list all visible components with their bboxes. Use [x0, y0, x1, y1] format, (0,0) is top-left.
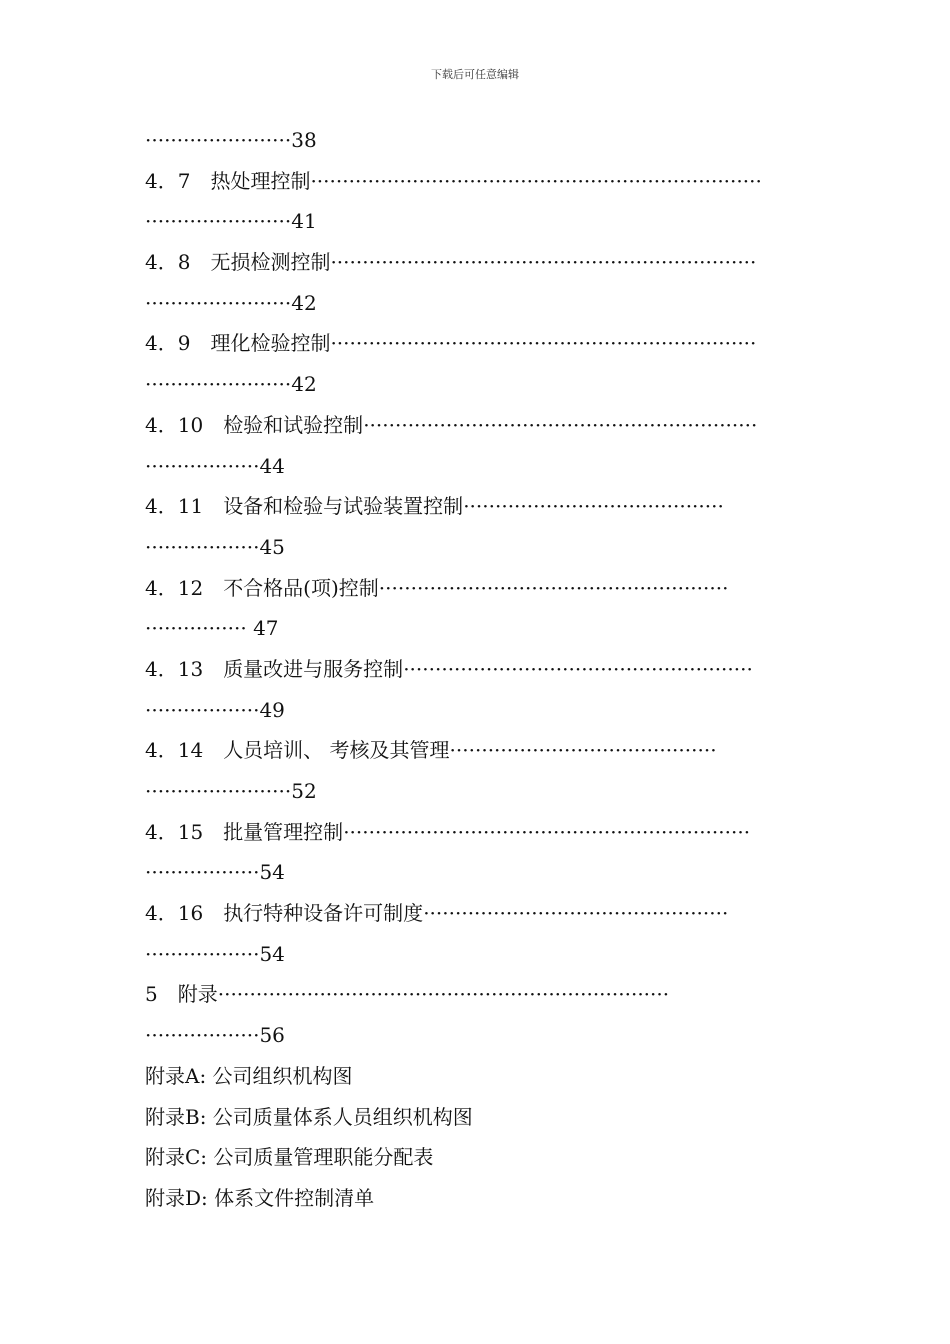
toc-entry[interactable]: [145, 974, 805, 1015]
toc-line: [145, 1015, 805, 1056]
page-number: 42: [291, 290, 317, 315]
leader-dots: ··················: [145, 1023, 260, 1048]
section-number: 4．8: [145, 250, 191, 275]
section-number: 4．10: [145, 412, 204, 437]
section-number: 4．11: [145, 494, 204, 519]
page-number: 44: [259, 453, 285, 478]
section-title: 不合格品(项)控制: [223, 575, 379, 600]
toc-entry[interactable]: [145, 893, 805, 934]
toc-line: [145, 283, 805, 324]
page-number: 56: [259, 1023, 285, 1048]
leader-dots: ·······················: [145, 779, 292, 803]
leader-dots: ·······················: [145, 290, 292, 315]
leader-dots: ···································································: [330, 250, 757, 275]
leader-dots: ·······················: [145, 372, 292, 397]
page-number: 45: [259, 534, 285, 559]
toc-line: [145, 201, 805, 242]
toc-line: [145, 852, 805, 893]
toc-entry[interactable]: [145, 812, 805, 853]
section-number: 4．12: [145, 575, 204, 600]
section-title: 热处理控制: [210, 168, 311, 193]
section-number: 4．14: [145, 738, 204, 763]
section-number: 4．13: [145, 656, 204, 681]
leader-dots: ··················: [145, 453, 260, 478]
appendix-item[interactable]: 附录B: 公司质量体系人员组织机构图: [145, 1104, 473, 1129]
table-of-contents: [145, 120, 805, 1219]
toc-entry[interactable]: [145, 405, 805, 446]
leader-dots: ·······································································: [217, 982, 670, 1007]
appendix-item[interactable]: 附录C: 公司质量管理职能分配表: [145, 1145, 434, 1170]
leader-dots: ································································: [343, 819, 751, 844]
leader-dots: ··········································: [449, 738, 717, 763]
toc-line: [145, 934, 805, 975]
leader-dots: ··················: [145, 860, 260, 885]
leader-dots: ··················: [145, 941, 260, 966]
section-number: 4．7: [145, 168, 191, 193]
toc-entry[interactable]: [145, 242, 805, 283]
leader-dots: ·········································: [463, 494, 724, 519]
page-number: 54: [259, 860, 285, 885]
page-number: 54: [259, 941, 285, 966]
leader-dots: ··················: [145, 697, 260, 722]
page-number: 42: [291, 372, 317, 397]
leader-dots: ······························································: [363, 412, 758, 437]
section-title: 附录: [177, 982, 218, 1007]
section-number: 4．9: [145, 331, 191, 356]
toc-line: [145, 608, 805, 649]
toc-line: [145, 527, 805, 568]
toc-entry[interactable]: [145, 323, 805, 364]
section-number: 4．16: [145, 901, 204, 926]
toc-entry[interactable]: [145, 730, 805, 771]
leader-dots: ·······················: [145, 128, 292, 152]
section-title: 理化检验控制: [210, 331, 331, 356]
leader-dots: ···································································: [330, 331, 757, 356]
appendix-item[interactable]: 附录D: 体系文件控制清单: [145, 1185, 375, 1210]
section-number: 5: [145, 982, 158, 1007]
toc-entry[interactable]: [145, 161, 805, 202]
page-number: 41: [291, 209, 317, 234]
toc-entry[interactable]: [145, 486, 805, 527]
section-title: 无损检测控制: [210, 250, 331, 275]
leader-dots: ·······································································: [310, 168, 762, 193]
page-number: 47: [246, 616, 279, 641]
leader-dots: ················: [145, 616, 247, 641]
leader-dots: ·······················································: [403, 656, 753, 681]
toc-line: [145, 771, 805, 812]
section-title: 质量改进与服务控制: [223, 656, 404, 681]
toc-line: [145, 690, 805, 731]
leader-dots: ·······················: [145, 209, 292, 234]
toc-line: [145, 120, 805, 161]
section-title: 人员培训、 考核及其管理: [223, 738, 450, 763]
leader-dots: ················································: [423, 901, 729, 926]
section-title: 执行特种设备许可制度: [223, 901, 424, 926]
page-header: 下载后可任意编辑: [431, 68, 519, 81]
section-number: 4．15: [145, 819, 204, 844]
section-title: 设备和检验与试验装置控制: [223, 494, 464, 519]
toc-line: [145, 364, 805, 405]
page-number: 38: [291, 128, 317, 152]
toc-entry[interactable]: [145, 649, 805, 690]
section-title: 批量管理控制: [223, 819, 344, 844]
appendix-item[interactable]: 附录A: 公司组织机构图: [145, 1063, 353, 1088]
toc-entry[interactable]: [145, 568, 805, 609]
page-number: 49: [259, 697, 285, 722]
leader-dots: ·······················································: [378, 575, 729, 600]
page-number: 52: [291, 779, 317, 803]
section-title: 检验和试验控制: [223, 412, 364, 437]
toc-line: [145, 446, 805, 487]
leader-dots: ··················: [145, 534, 260, 559]
